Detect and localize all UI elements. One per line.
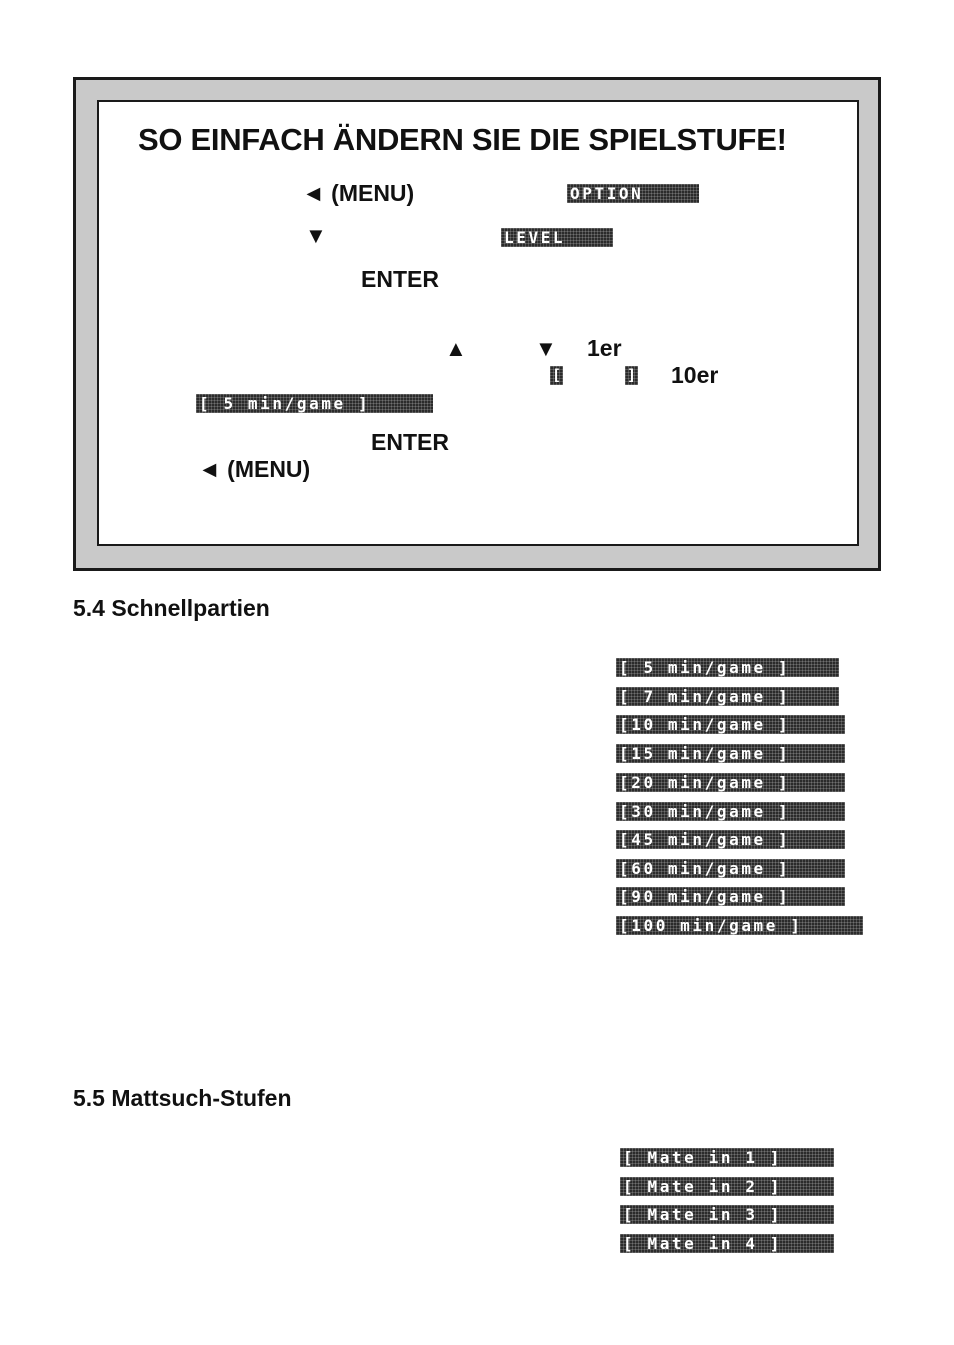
enter-key-label-1: ENTER [361, 266, 439, 292]
down-arrow-icon-2: ▼ [535, 336, 557, 361]
section-heading-5-4: 5.4 Schnellpartien [73, 595, 270, 621]
box-title: SO EINFACH ÄNDERN SIE DIE SPIELSTUFE! [138, 122, 787, 157]
mate-level-display: [ Mate in 1 ] [620, 1148, 834, 1167]
mate-level-display: [ Mate in 2 ] [620, 1177, 834, 1196]
lcd-5-min-game: [ 5 min/game ] [196, 394, 433, 413]
level-display: [90 min/game ] [616, 887, 845, 906]
level-display: [45 min/game ] [616, 830, 845, 849]
level-display: [ 5 min/game ] [616, 658, 839, 677]
lcd-level: LEVEL [501, 228, 613, 247]
level-display: [60 min/game ] [616, 859, 845, 878]
lcd-bracket-left: [ [552, 366, 563, 384]
level-display: [20 min/game ] [616, 773, 845, 792]
down-arrow-icon: ▼ [305, 223, 327, 248]
level-display: [ 7 min/game ] [616, 687, 839, 706]
mate-level-display: [ Mate in 4 ] [620, 1234, 834, 1253]
level-display: [15 min/game ] [616, 744, 845, 763]
lcd-option: OPTION [567, 184, 699, 203]
mate-level-display: [ Mate in 3 ] [620, 1205, 834, 1224]
ones-label: 1er [587, 335, 622, 361]
enter-key-label-2: ENTER [371, 429, 449, 455]
section-heading-5-5: 5.5 Mattsuch-Stufen [73, 1085, 292, 1111]
tens-label: 10er [671, 362, 719, 388]
up-arrow-icon: ▲ [445, 336, 467, 361]
level-display: [10 min/game ] [616, 715, 845, 734]
level-display: [30 min/game ] [616, 802, 845, 821]
level-display: [100 min/game ] [616, 916, 863, 935]
lcd-bracket-right: ] [627, 366, 638, 384]
menu-key-label-2: ◄ (MENU) [198, 456, 311, 482]
menu-key-label-1: ◄ (MENU) [302, 180, 415, 206]
